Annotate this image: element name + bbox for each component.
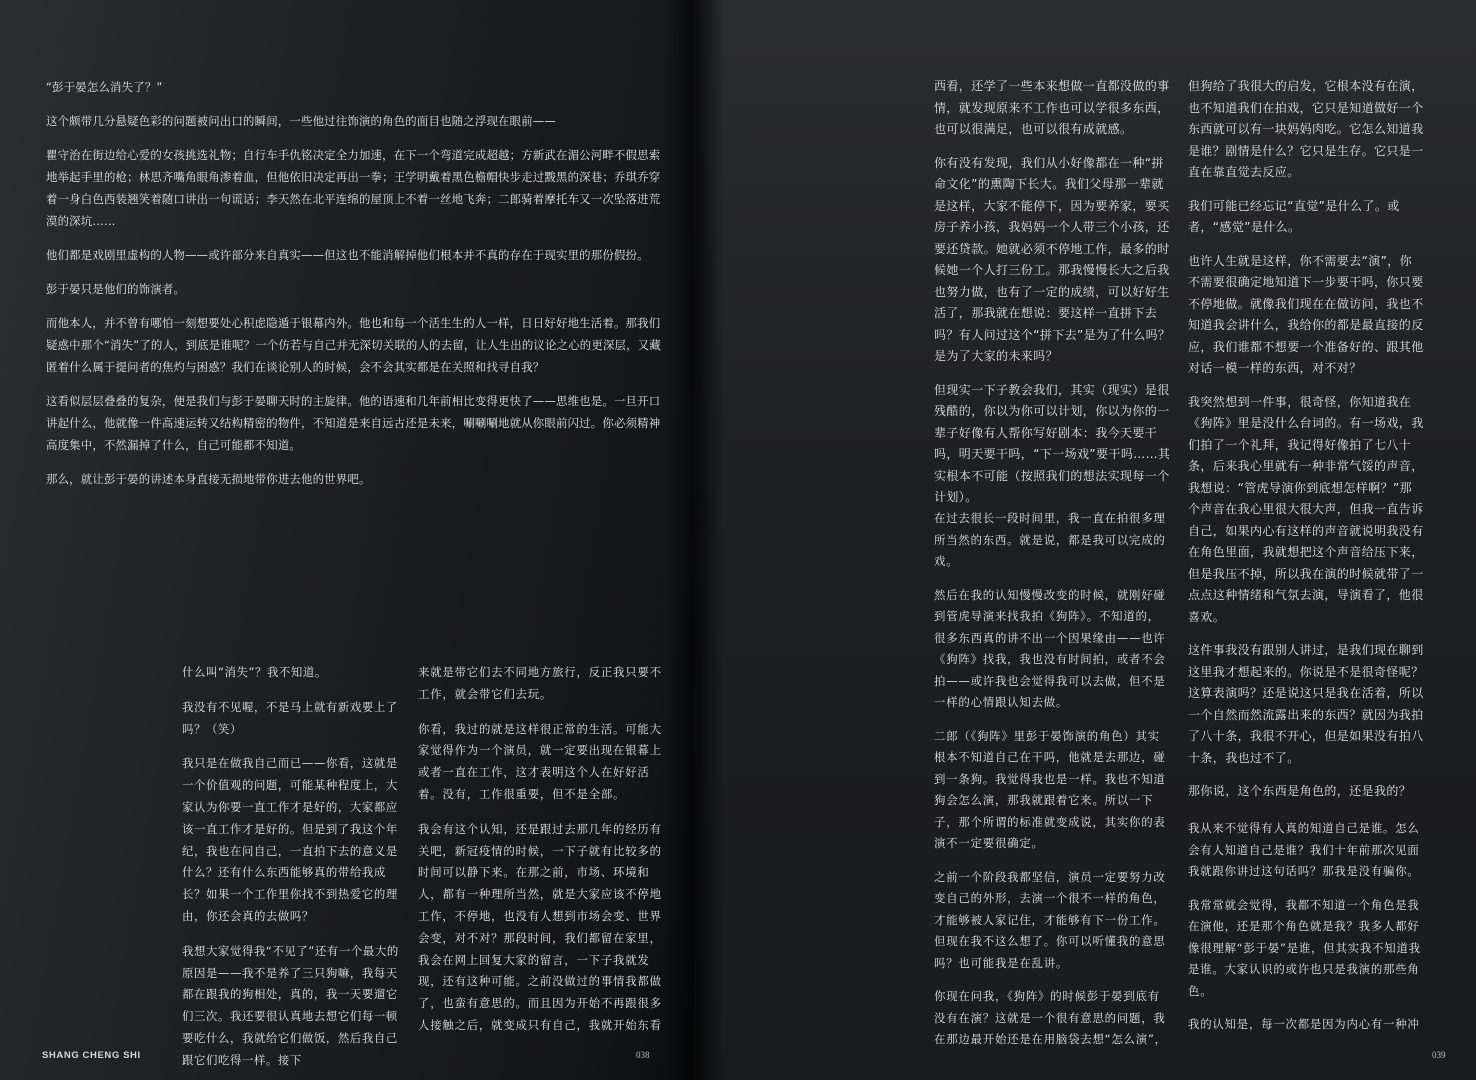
interview-paragraph: 你有没有发现，我们从小好像都在一种“拼命文化”的熏陶下长大。我们父母那一辈就是这样，大家不能停下，因为要养家，要买房子养小孩，我妈妈一个人带三个小孩，还要还贷款。她就必须不停地工作，最多的时候她一个人打三份工。那我慢慢长大之后我也努力做，也有了一定的成绩，可以好好生活了，那我就在想说：要这样一直拼下去吗？有人问过这个“拼下去”是为了什么吗？是为了大家的未来吗？: [934, 155, 1171, 363]
page-number-right: 039: [1432, 1050, 1446, 1060]
intro-paragraph: 那么，就让彭于晏的讲述本身直接无损地带你进去他的世界吧。: [46, 472, 371, 486]
interview-paragraph: 我常常就会觉得，我都不知道一个角色是我在演他，还是那个角色就是我？我多人都好像很理解“彭于晏”是谁，但其实我不知道我是谁。大家认识的或许也只是我演的那些角色。: [1188, 897, 1421, 998]
right-column-1-bottom: [934, 508, 1170, 1063]
interview-paragraph: 那你说，这个东西是角色的，还是我的？: [1188, 784, 1412, 798]
interview-paragraph: 也许人生就是这样，你不需要去“演”，你不需要很确定地知道下一步要干吗，你只要不停地做。就像我们现在在做访问，我也不知道我会讲什么，我给你的都是最直接的反应，我们谁都不想要一个准备好的、跟其他对话一模一样的东西，对不对？: [1188, 253, 1424, 375]
interview-paragraph: 然后在我的认知慢慢改变的时候，就刚好碰到管虎导演来找我拍《狗阵》。不知道的，很多东西真的讲不出一个因果缘由——也许《狗阵》找我，我也没有时间拍，或者不会拍——或许我也会觉得我可以去做，但不是一样的心情跟认知去做。: [934, 587, 1166, 709]
right-column-1-top: [934, 76, 1172, 521]
page-number-left: 038: [636, 1050, 650, 1060]
interview-paragraph: 这件事我没有跟别人讲过，是我们现在聊到这里我才想起来的。你说是不是很奇怪呢？这算表演吗？还是说这只是我在活着，所以一个自然而然流露出来的东西？就因为我拍了八十条，我很不开心，但是如果没有拍八十条，我也过不了。: [1188, 643, 1424, 765]
intro-paragraph: 他们都是戏剧里虚构的人物——或许部分来自真实——但这也不能消解掉他们根本并不真的存在于现实里的那份假扮。: [46, 248, 649, 262]
intro-column: [46, 76, 666, 502]
intro-paragraph: “彭于晏怎么消失了？”: [46, 80, 163, 94]
right-column-2-bottom: [1188, 818, 1424, 1048]
intro-paragraph: 瞿守治在街边给心爱的女孩挑选礼物；自行车手仇铭决定全力加速，在下一个弯道完成超越；方新武在湄公河畔不假思索地举起手里的枪；林思齐嘴角眼角渗着血，但他依旧决定再出一拳；王学明戴着黑色檐帽快步走过黢黑的深巷；乔琪乔穿着一身白色西装翘笑着随口讲出一句谎话；李天然在北平连绵的屋顶上不着一丝地飞奔；二郎骑着摩托车又一次坠落进荒漠的深坑……: [46, 148, 661, 228]
interview-paragraph: 但狗给了我很大的启发，它根本没有在演，也不知道我们在拍戏，它只是知道做好一个东西就可以有一块妈妈肉吃。它怎么知道我是谁？剧情是什么？它只是生存。它只是一直在靠直觉去反应。: [1188, 79, 1424, 179]
intro-paragraph: 而他本人，并不曾有哪怕一刻想要处心积虑隐遁于银幕内外。他也和每一个活生生的人一样，日日好好地生活着。那我们疑惑中那个“消失”了的人，到底是谁呢？一个仿若与自己并无深切关联的人的去留，让人生出的议论之心的更深层，又藏匿着什么属于提问者的焦灼与困惑？我们在谈论别人的时候，会不会其实都是在关照和找寻自我？: [46, 316, 661, 374]
interview-paragraph: 我突然想到一件事，很奇怪，你知道我在《狗阵》里是没什么台词的。有一场戏，我们拍了一个礼拜，我记得好像拍了七八十条，后来我心里就有一种非常气馁的声音，我想说：“管虎导演你到底想怎样啊？”那个声音在我心里很大很大声，但我一直告诉自己，如果内心有这样的声音就说明我没有在角色里面，我就想把这个声音给压下来，但是我压不掉，所以我在演的时候就带了一点点这种情绪和气氛去演，导演看了，他很喜欢。: [1188, 394, 1424, 624]
interview-paragraph: 西看，还学了一些本来想做一直都没做的事情，就发现原来不工作也可以学很多东西，也可以很满足，也可以很有成就感。: [934, 79, 1170, 136]
interview-paragraph: 之前一个阶段我都坚信，演员一定要努力改变自己的外形，去演一个很不一样的角色，才能够被人家记住，才能够有下一份工作。但现在我不这么想了。你可以听懂我的意思吗？也可能我是在乱讲。: [934, 869, 1166, 970]
interview-column-2: [418, 662, 664, 1050]
magazine-brand: SHANG CHENG SHI: [42, 1050, 141, 1061]
interview-column-1: [182, 662, 400, 1080]
interview-paragraph: 我只是在做我自己而已——你看，这就是一个价值观的问题，可能某种程度上，大家认为你要一直工作才是好的，大家都应该一直工作才是好的。但是到了我这个年纪，我也在问自己，一直拍下去的意义是什么？还有什么东西能够真的带给我成长？如果一个工作里你找不到热爱它的理由，你还会真的去做吗？: [182, 756, 398, 923]
right-column-2-top: [1188, 76, 1424, 815]
interview-paragraph: 我们可能已经忘记“直觉”是什么了。或者，“感觉”是什么。: [1188, 198, 1400, 234]
right-page: [694, 0, 1476, 1080]
interview-paragraph: 我会有这个认知，还是跟过去那几年的经历有关吧，新冠疫情的时候，一下子就有比较多的时间可以静下来。在那之前，市场、环境和人，都有一种理所当然，就是大家应该不停地工作，不停地，也没有人想到市场会变、世界会变，对不对？那段时间，我们都留在家里，我会在网上回复大家的留言，一下子我就发现，还有这种可能。之前没做过的事情我都做了，也蛮有意思的。而且因为开始不再跟很多人接触之后，就变成只有自己，我就开始东看: [418, 821, 662, 1032]
interview-paragraph: 什么叫“消失”？我不知道。: [182, 665, 327, 679]
intro-paragraph: 这个颇带几分悬疑色彩的问题被问出口的瞬间，一些他过往饰演的角色的面目也随之浮现在眼前——: [46, 114, 556, 128]
interview-paragraph: 在过去很长一段时间里，我一直在拍很多理所当然的东西。就是说，都是我可以完成的戏。: [934, 511, 1166, 568]
interview-paragraph: 你看，我过的就是这样很正常的生活。可能大家觉得作为一个演员，就一定要出现在银幕上或者一直在工作，这才表明这个人在好好活着。没有，工作很重要，但不是全部。: [418, 721, 662, 801]
interview-paragraph: 但现实一下子教会我们，其实（现实）是很残酷的，你以为你可以计划，你以为你的一辈子好像有人帮你写好剧本：我今天要干吗，明天要干吗，“下一场戏”要干吗……其实根本不可能（按照我们的想法实现每一个计划）。: [934, 382, 1171, 504]
left-page: [0, 0, 694, 1080]
intro-paragraph: 彭于晏只是他们的饰演者。: [46, 282, 186, 296]
interview-paragraph: 我没有不见喔，不是马上就有新戏要上了吗？（笑）: [182, 699, 398, 736]
interview-paragraph: 你现在问我，《狗阵》的时候彭于晏到底有没有在演？这就是一个很有意思的问题，我在那边最开始还是在用脑袋去想“怎么演”，: [934, 989, 1167, 1046]
interview-paragraph: 二郎（《狗阵》里彭于晏饰演的角色）其实根本不知道自己在干吗，他就是去那边，碰到一条狗。我觉得我也是一样。我也不知道狗会怎么演，那我就跟着它来。所以一下子，那个所谓的标准就变成说，其实你的表演不一定要很确定。: [934, 728, 1166, 850]
interview-paragraph: 我从来不觉得有人真的知道自己是谁。怎么会有人知道自己是谁？我们十年前那次见面我就跟你讲过这句话吗？那我是没有骗你。: [1188, 821, 1420, 878]
interview-paragraph: 来就是带它们去不同地方旅行，反正我只要不工作，就会带它们去玩。: [418, 665, 662, 701]
interview-paragraph: 我的认知是，每一次都是因为内心有一种冲: [1188, 1017, 1420, 1031]
intro-paragraph: 这看似层层叠叠的复杂，便是我们与彭于晏聊天时的主旋律。他的语速和几年前相比变得更快了——思维也是。一旦开口讲起什么，他就像一件高速运转又结构精密的物件，不知道是来自远古还是未来，唰唰唰地就从你眼前闪过。你必须精神高度集中，不然漏掉了什么，自己可能都不知道。: [46, 394, 661, 452]
interview-paragraph: 我想大家觉得我“不见了”还有一个最大的原因是——我不是养了三只狗嘛，我每天都在跟我的狗相处，真的，我一天要遛它们三次。我还要很认真地去想它们每一顿要吃什么，我就给它们做饭，然后我自己跟它们吃得一样。接下: [182, 943, 399, 1067]
